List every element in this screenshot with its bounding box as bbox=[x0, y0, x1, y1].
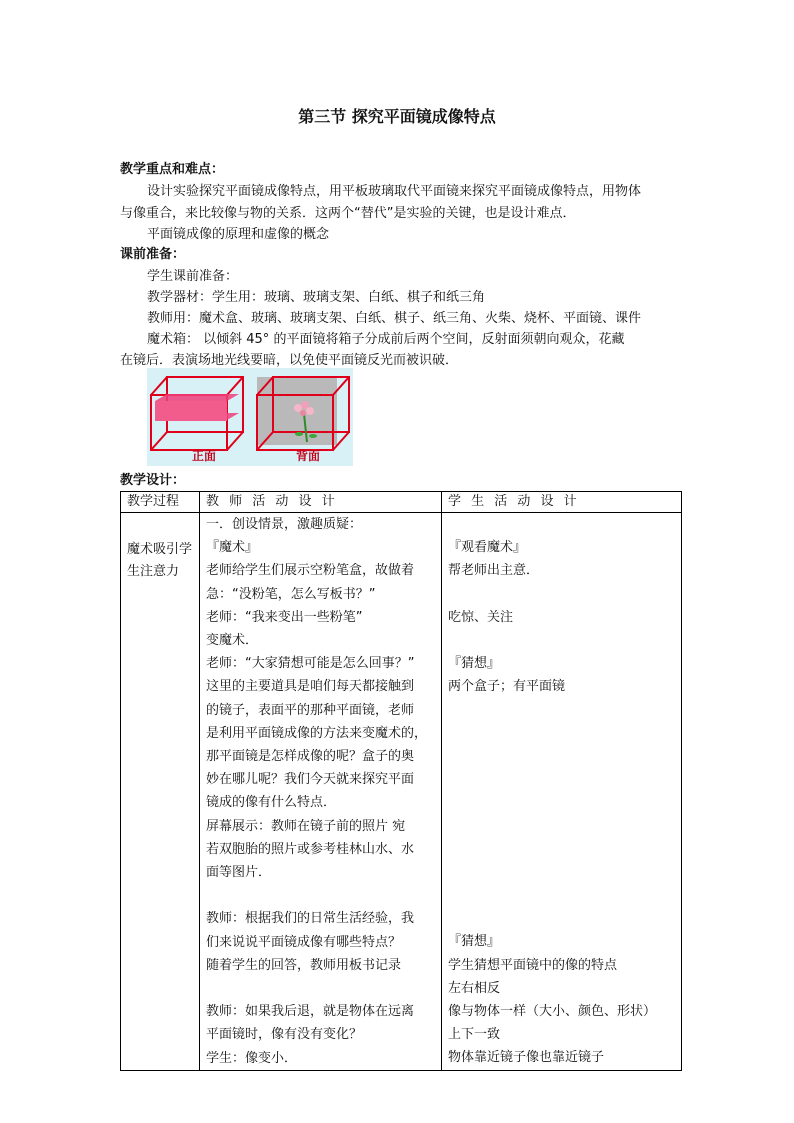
teacher-activity-line: 镜成的像有什么特点． bbox=[206, 795, 337, 811]
teacher-activity-line: 屏幕展示：教师在镜子前的照片 宛 bbox=[206, 818, 406, 834]
key-points-paragraph-line-1: 设计实验探究平面镜成像特点，用平板玻璃取代平面镜来探究平面镜成像特点，用物体 bbox=[147, 184, 642, 199]
student-activity-line: 两个盒子；有平面镜 bbox=[448, 679, 566, 695]
magic-box-line-2: 在镜后．表演场地光线要暗，以免使平面镜反光而被识破． bbox=[120, 353, 459, 368]
student-activity-line: 吃惊、关注 bbox=[448, 609, 514, 625]
teacher-activity-line: 『魔术』 bbox=[206, 540, 259, 556]
teacher-activity-line: 们来说说平面镜成像有哪些特点？ bbox=[206, 934, 402, 950]
header-process: 教学过程 bbox=[121, 492, 200, 513]
student-activity-line bbox=[448, 791, 675, 814]
key-points-heading: 教学重点和难点： bbox=[120, 162, 225, 177]
student-activity-line: 『观看魔术』 bbox=[448, 540, 527, 556]
key-points-paragraph-line-2: 与像重合，来比较像与物的关系．这两个“替代”是实验的关键，也是设计难点． bbox=[120, 206, 576, 221]
prep-student: 学生课前准备： bbox=[147, 269, 239, 284]
design-heading: 教学设计： bbox=[120, 473, 186, 488]
teaching-design-table bbox=[120, 491, 682, 1071]
student-activity-line bbox=[448, 838, 675, 861]
teacher-activity-line: 学生：像变小． bbox=[206, 1050, 298, 1066]
back-caption: 背面 bbox=[296, 449, 321, 463]
teacher-activity-line: 老师：“大家猜想可能是怎么回事？” bbox=[206, 656, 415, 672]
student-activity-line bbox=[448, 907, 675, 930]
process-cell bbox=[121, 513, 200, 1071]
table-row bbox=[121, 513, 682, 1071]
teacher-activity-line bbox=[206, 977, 435, 1000]
student-activity-line: 帮老师出主意． bbox=[448, 563, 540, 579]
teacher-activity-line: 教师：根据我们的日常生活经验，我 bbox=[206, 911, 415, 927]
student-activity-line: 像与物体一样（大小、颜色、形状） bbox=[448, 1004, 657, 1020]
key-points-paragraph-2: 平面镜成像的原理和虚像的概念 bbox=[147, 227, 330, 242]
teacher-activity-cell bbox=[200, 513, 442, 1071]
teacher-activity-line: 教师：如果我后退，就是物体在远离 bbox=[206, 1004, 415, 1020]
student-activity-line bbox=[448, 583, 675, 606]
student-activity-line bbox=[448, 815, 675, 838]
magic-box-line-1: 魔术箱： 以倾斜 45° 的平面镜将箱子分成前后两个空间，反射面须朝向观众，花藏 bbox=[147, 332, 625, 347]
teacher-activity-line: 是利用平面镜成像的方法来变魔术的， bbox=[206, 725, 428, 741]
student-activity-line: 物体靠近镜子像也靠近镜子 bbox=[448, 1050, 605, 1066]
student-activity-line bbox=[448, 884, 675, 907]
teacher-activity-line: 平面镜时，像有没有变化？ bbox=[206, 1027, 363, 1043]
teacher-activity-line: 的镜子，表面平的那种平面镜，老师 bbox=[206, 702, 415, 718]
teacher-activity-line: 随着学生的回答，教师用板书记录 bbox=[206, 957, 402, 973]
prep-equipment: 教学器材：学生用：玻璃、玻璃支架、白纸、棋子和纸三角 bbox=[147, 290, 486, 305]
student-activity-line bbox=[448, 513, 675, 536]
teacher-activity-line: 妙在哪儿呢？我们今天就来探究平面 bbox=[206, 772, 415, 788]
student-activity-line: 左右相反 bbox=[448, 980, 501, 996]
magic-box-figure bbox=[147, 368, 353, 466]
student-activity-line: 『猜想』 bbox=[448, 656, 501, 672]
header-student-activity: 学 生 活 动 设 计 bbox=[442, 492, 682, 513]
student-activity-line bbox=[448, 861, 675, 884]
teacher-activity-line: 老师给学生们展示空粉笔盒，故做着 bbox=[206, 563, 415, 579]
student-activity-line bbox=[448, 768, 675, 791]
prep-heading: 课前准备： bbox=[120, 247, 186, 262]
teacher-activity-line: 急：“没粉笔，怎么写板书？” bbox=[206, 586, 376, 602]
teacher-activity-line: 这里的主要道具是咱们每天都接触到 bbox=[206, 679, 415, 695]
teacher-activity-line: 一．创设情景，激趣质疑： bbox=[206, 517, 363, 532]
page-title: 第三节 探究平面镜成像特点 bbox=[298, 107, 496, 126]
teacher-activity-line bbox=[206, 884, 435, 907]
header-teacher-activity: 教 师 活 动 设 计 bbox=[200, 492, 442, 513]
student-activity-line bbox=[448, 629, 675, 652]
student-activity-line: 上下一致 bbox=[448, 1027, 501, 1043]
student-activity-line bbox=[448, 699, 675, 722]
teacher-activity-line: 面等图片． bbox=[206, 865, 272, 881]
teacher-activity-line: 若双胞胎的照片或参考桂林山水、水 bbox=[206, 841, 415, 857]
teacher-activity-line: 老师：“我来变出一些粉笔” bbox=[206, 609, 363, 625]
student-activity-line: 『猜想』 bbox=[448, 934, 501, 950]
student-activity-line bbox=[448, 722, 675, 745]
magic-box-illustration bbox=[147, 368, 353, 466]
student-activity-line: 学生猜想平面镜中的像的特点 bbox=[448, 957, 618, 973]
student-activity-line bbox=[448, 745, 675, 768]
front-caption: 正面 bbox=[192, 449, 217, 463]
student-activity-cell bbox=[442, 513, 682, 1071]
teacher-activity-line: 变魔术． bbox=[206, 633, 259, 649]
process-text: 魔术吸引学生注意力 bbox=[127, 542, 193, 579]
front-view-mirror-face bbox=[155, 401, 227, 421]
teacher-activity-line: 那平面镜是怎样成像的呢？盒子的奥 bbox=[206, 749, 415, 765]
prep-teacher: 教师用：魔术盒、玻璃、玻璃支架、白纸、棋子、纸三角、火柴、烧杯、平面镜、课件 bbox=[147, 311, 642, 326]
table-header-row bbox=[121, 492, 682, 513]
